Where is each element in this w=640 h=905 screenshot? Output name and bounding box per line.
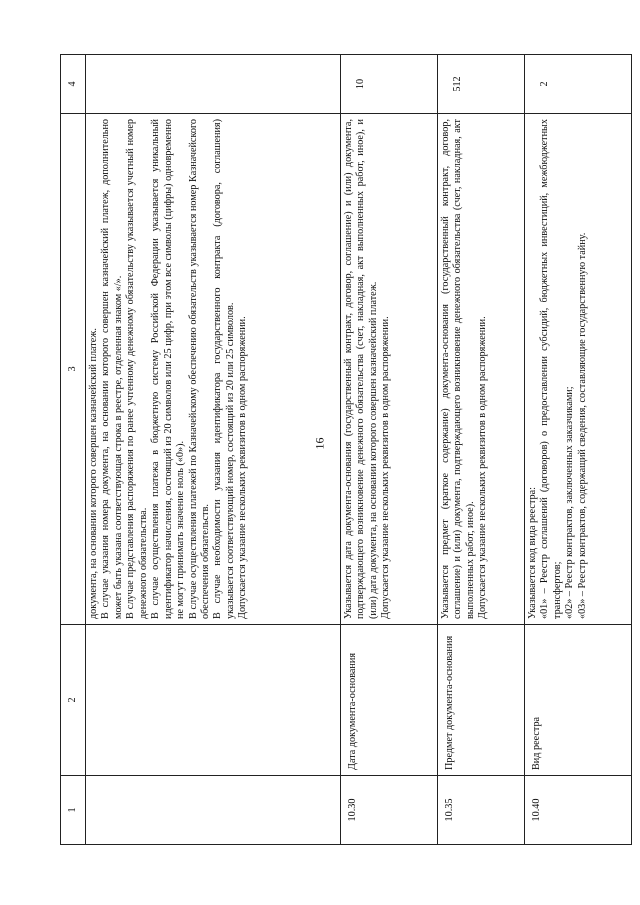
requisite-code: 10.30 bbox=[341, 776, 438, 845]
requisite-size: 512 bbox=[438, 55, 525, 114]
requisite-code: 10.35 bbox=[438, 776, 525, 845]
requisite-name: Вид реестра bbox=[525, 625, 632, 776]
description-paragraph: Допускается указание нескольких реквизитов в одном распоряжении. bbox=[237, 316, 249, 619]
requisite-code bbox=[86, 776, 341, 845]
description-paragraph: В случае представления распоряжения по ранее учтенному денежному обязательству указывается учетный номер денежного обязательства. bbox=[125, 119, 149, 619]
description-paragraph: «01» – Реестр соглашений (договоров) о предоставлении субсидий, бюджетных инвестиций, межбюджетных трансфертов; bbox=[539, 119, 563, 619]
description-paragraph: Указывается дата документа-основания (государственный контракт, договор, соглашение) и (или) документа, подтверждающего возникновение денежного обязательства (счет, накладная, акт выполненных работ, иное), и (или) дата документа, на основании которого совершен казначейский платеж. bbox=[343, 119, 379, 619]
description-paragraph: Допускается указание нескольких реквизитов в одном распоряжении. bbox=[477, 316, 489, 619]
page-number: 16 bbox=[312, 437, 327, 450]
description-paragraph: В случае указания номера документа, на основании которого совершен казначейский платеж, дополнительно может быть указана соответствующая строка в реестре, отделенная знаком «/». bbox=[100, 119, 124, 619]
requisite-description bbox=[86, 114, 341, 625]
requisite-name bbox=[86, 625, 341, 776]
column-header-2: 2 bbox=[61, 625, 86, 776]
requisite-description bbox=[341, 114, 438, 625]
description-paragraph: документа, на основании которого совершен казначейский платеж. bbox=[88, 328, 99, 619]
description-paragraph: Указывается код вида реестра: bbox=[527, 487, 538, 619]
table-row bbox=[525, 55, 632, 845]
table-row bbox=[438, 55, 525, 845]
description-paragraph: «02» – Реестр контрактов, заключенных заказчиками; bbox=[564, 386, 576, 619]
table-row bbox=[341, 55, 438, 845]
requisite-description bbox=[438, 114, 525, 625]
requisite-size: 10 bbox=[341, 55, 438, 114]
description-paragraph: В случае необходимости указания идентификатора государственного контракта (договора, соглашения) указывается соответствующий номер, состоящий из 20 или 25 символов. bbox=[212, 119, 236, 619]
column-header-1: 1 bbox=[61, 776, 86, 845]
column-header-3: 3 bbox=[61, 114, 86, 625]
requisite-size: 2 bbox=[525, 55, 632, 114]
description-paragraph: В случае осуществления платежей по Казначейскому обеспечению обязательств указывается номер Казначейского обеспечения обязательств. bbox=[187, 119, 211, 619]
description-paragraph: В случае осуществления платежа в бюджетную систему Российской Федерации указывается уникальный идентификатор начисления, состоящий из 20 символов или 25 цифр, при этом все символы (цифры) одновременно не могут принимать значение ноль («0»). bbox=[150, 119, 187, 619]
description-paragraph: «03» – Реестр контрактов, содержащий сведения, составляющие государственную тайну. bbox=[576, 232, 588, 619]
requisite-code: 10.40 bbox=[525, 776, 632, 845]
requisite-name: Дата документа-основания bbox=[341, 625, 438, 776]
description-paragraph: Допускается указание нескольких реквизитов в одном распоряжении. bbox=[380, 316, 392, 619]
table-header-row bbox=[61, 55, 86, 845]
requisite-size bbox=[86, 55, 341, 114]
table-row bbox=[86, 55, 341, 845]
requisites-table bbox=[60, 54, 632, 845]
column-header-4: 4 bbox=[61, 55, 86, 114]
rotated-table-container bbox=[60, 59, 588, 845]
description-paragraph: Указывается предмет (краткое содержание) документа-основания (государственный контракт, договор, соглашение) и (или) документа, подтверждающего возникновение денежного обязательства (счет, накладная, акт выполненных работ, иное). bbox=[440, 119, 476, 619]
requisite-name: Предмет документа-основания bbox=[438, 625, 525, 776]
requisite-description bbox=[525, 114, 632, 625]
